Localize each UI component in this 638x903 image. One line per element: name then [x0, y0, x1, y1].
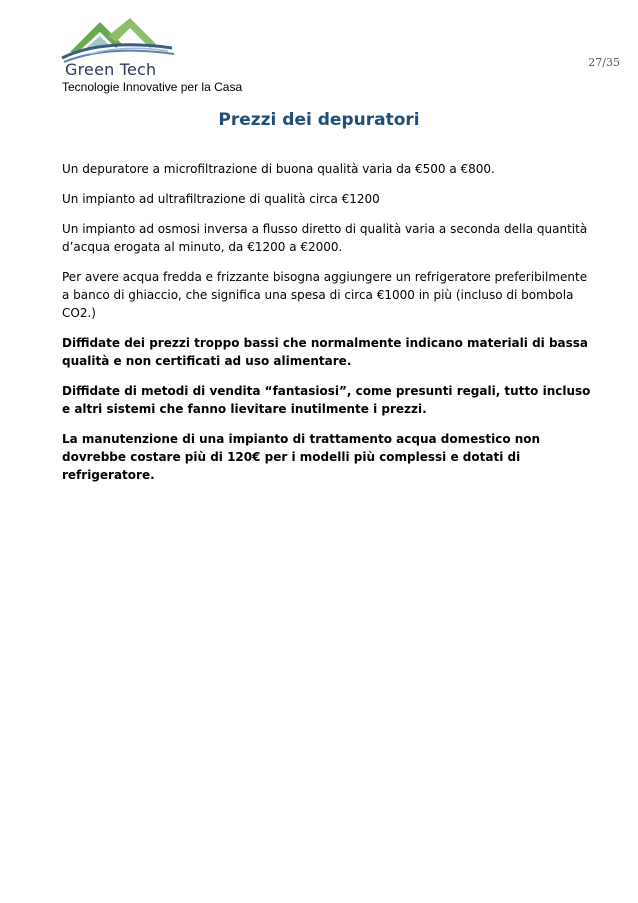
paragraph-refrigerator: Per avere acqua fredda e frizzante bisogna aggiungere un refrigeratore preferibilmente a banco di ghiaccio, che significa una spesa di circa €1000 in più (incluso di bombola CO2.) — [62, 270, 588, 320]
paragraph-ultrafiltration: Un impianto ad ultrafiltrazione di qualità circa €1200 — [62, 192, 380, 206]
page-number: 27/35 — [588, 56, 620, 69]
paragraph-reverse-osmosis: Un impianto ad osmosi inversa a flusso diretto di qualità varia a seconda della quantità d’acqua erogata al minuto, da €1200 a €2000. — [62, 222, 588, 254]
paragraph-maintenance-cost: La manutenzione di una impianto di trattamento acqua domestico non dovrebbe costare più di 120€ per i modelli più complessi e dotati di refrigeratore. — [62, 432, 541, 482]
brand-tagline: Tecnologie Innovative per la Casa — [62, 80, 243, 94]
page-title: Prezzi dei depuratori — [218, 110, 420, 130]
paragraph-microfiltration: Un depuratore a microfiltrazione di buona qualità varia da €500 a €800. — [62, 162, 495, 176]
document-body — [62, 160, 592, 496]
brand-name: Green Tech — [65, 60, 157, 79]
paragraph-low-prices-warning: Diffidate dei prezzi troppo bassi che normalmente indicano materiali di bassa qualità e non certificati ad uso alimentare. — [62, 336, 589, 368]
paragraph-sales-methods-warning: Diffidate di metodi di vendita “fantasiosi”, come presunti regali, tutto incluso e altri sistemi che fanno lievitare inutilmente i prezzi. — [62, 384, 591, 416]
